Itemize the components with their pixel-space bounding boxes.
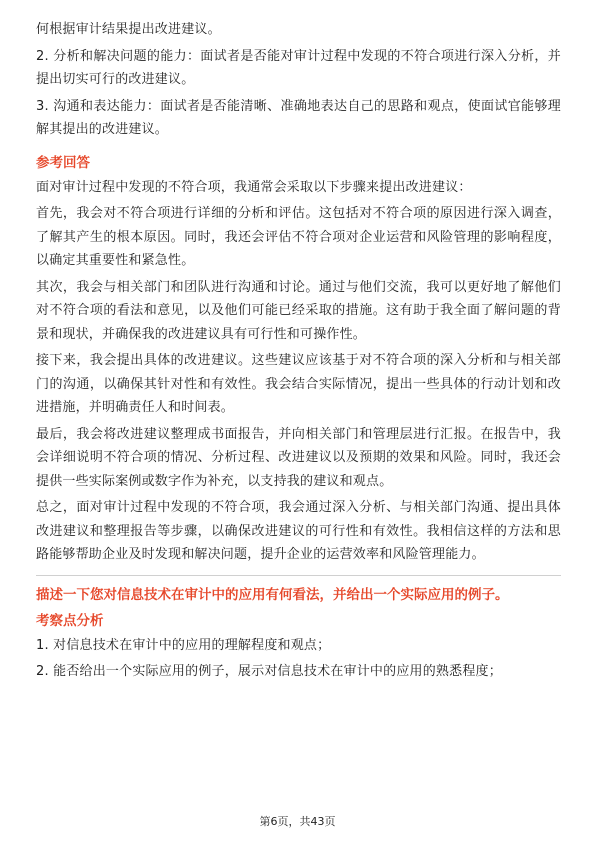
answer-step-last: 最后，我会将改进建议整理成书面报告，并向相关部门和管理层进行汇报。在报告中，我会详细说明不符合项的情况、分析过程、改进建议以及预期的效果和风险。同时，我还会提供一些实际案例或数字作为补充，以支持我的建议和观点。 xyxy=(36,426,561,489)
analysis-point-1: 1. 对信息技术在审计中的应用的理解程度和观点； xyxy=(36,637,331,653)
answer-step-first: 首先，我会对不符合项进行详细的分析和评估。这包括对不符合项的原因进行深入调查，了解其产生的根本原因。同时，我还会评估不符合项对企业运营和风险管理的影响程度，以确定其重要性和紧急性。 xyxy=(36,206,561,268)
document-page xyxy=(36,18,561,687)
answer-summary: 总之，面对审计过程中发现的不符合项，我会通过深入分析、与相关部门沟通、提出具体改进建议和整理报告等步骤，以确保改进建议的可行性和有效性。我相信这样的方法和思路能够帮助企业及时发现和解决问题，提升企业的运营效率和风险管理能力。 xyxy=(36,500,561,562)
page-footer: 第6页，共43页 xyxy=(259,815,336,828)
criteria-item-3: 3. 沟通和表达能力：面试者是否能清晰、准确地表达自己的思路和观点，使面试官能够理解其提出的改进建议。 xyxy=(36,98,561,137)
answer-step-second: 其次，我会与相关部门和团队进行沟通和讨论。通过与他们交流，我可以更好地了解他们对不符合项的看法和意见，以及他们可能已经采取的措施。这有助于我全面了解问题的背景和现状，并确保我的改进建议具有可行性和可操作性。 xyxy=(36,279,561,342)
criteria-item-2: 2. 分析和解决问题的能力：面试者是否能对审计过程中发现的不符合项进行深入分析，并提出切实可行的改进建议。 xyxy=(36,48,561,87)
answer-step-next: 接下来，我会提出具体的改进建议。这些建议应该基于对不符合项的深入分析和与相关部门的沟通，以确保其针对性和有效性。我会结合实际情况，提出一些具体的行动计划和改进措施，并明确责任人和时间表。 xyxy=(36,353,561,415)
answer-intro: 面对审计过程中发现的不符合项，我通常会采取以下步骤来提出改进建议： xyxy=(36,179,472,195)
reference-answer-heading: 参考回答 xyxy=(36,154,90,171)
paragraph-continuation: 何根据审计结果提出改进建议。 xyxy=(36,22,221,37)
section-divider xyxy=(36,575,561,576)
next-question: 描述一下您对信息技术在审计中的应用有何看法，并给出一个实际应用的例子。 xyxy=(36,586,509,603)
analysis-point-2: 2. 能否给出一个实际应用的例子，展示对信息技术在审计中的应用的熟悉程度； xyxy=(36,664,502,679)
analysis-heading: 考察点分析 xyxy=(36,612,104,629)
